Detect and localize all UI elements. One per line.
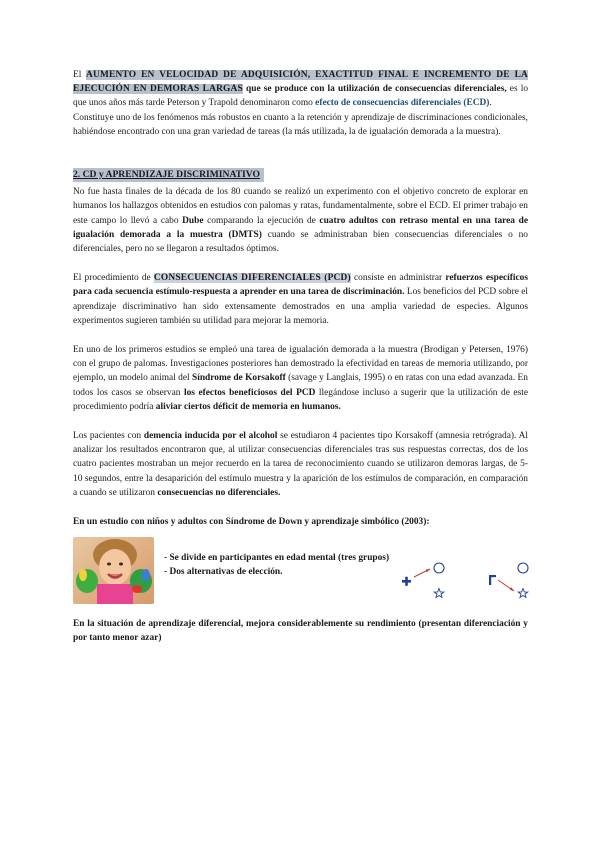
list-item: - Se divide en participantes en edad mental (tres grupos) xyxy=(164,553,390,564)
list-item: - Dos alternativas de elección. xyxy=(164,567,283,578)
paragraph-pcd: El procedimiento de CONSECUENCIAS DIFERENCIALES (PCD) consiste en administrar refuerzos específicos para cada secuencia estímulo-respuesta a aprender en una tarea de discriminación. Los beneficios del PCD sobre el aprendizaje discriminativo han sido extensamente demostrados en una amplia variedad de especies. Algunos experimentos sugieren también su utilidad para mejorar la memoria. xyxy=(73,273,529,326)
highlighted-title: AUMENTO EN VELOCIDAD DE ADQUISICIÓN, EXACTITUD FINAL E INCREMENTO DE LA EJECUCIÓN EN DEMORAS LARGAS xyxy=(73,70,528,95)
child-photo xyxy=(73,537,154,604)
circle-comparison-icon xyxy=(518,563,528,573)
pcd-term: CONSECUENCIAS DIFERENCIALES (PCD) xyxy=(153,273,351,284)
paragraph-alcohol: Los pacientes con demencia inducida por el alcohol se estudiaron 4 pacientes tipo Korsakoff (amnesia retrógrada). Al analizar los resultados encontraron que, al utilizar consecuencias diferenciales tras sus respuestas correctas, dos de los cuatro pacientes mostraban un mejor recuerdo en la tarea de reconocimiento cuando se utilizaron demoras largas, de 5-10 segundos, entre la desaparición del estímulo muestra y la aparición de los estímulos de comparación, en comparación a cuando se utilizaron consecuencias no diferenciales. xyxy=(73,431,528,498)
section-heading-2: 2. CD y APRENDIZAJE DISCRIMINATIVO xyxy=(73,168,528,182)
study-details-list xyxy=(164,551,394,579)
star-comparison-icon xyxy=(434,589,444,598)
gamma-sample-icon xyxy=(489,575,496,585)
paragraph-robust: Constituye uno de los fenómenos más robustos en cuanto a la retención y aprendizaje de discriminaciones condicionales, habiéndose encontrado con una gran variedad de tareas (la más utilizada, la de igualación demorada a la muestra). xyxy=(73,112,528,137)
paragraph-brodigan: En uno de los primeros estudios se empleó una tarea de igualación demorada a la muestra (Brodigan y Petersen, 1976) con el grupo de palomas. Investigaciones posteriores han demostrado la efectividad en tareas de memoria utilizando, por ejemplo, un modelo animal del Síndrome de Korsakoff (savage y Langlais, 1995) o en ratas con una edad avanzada. En todos los casos se observan los efectos beneficiosos del PCD llegándose incluso a sugerir que la utilización de este procedimiento podría aliviar ciertos déficit de memoria en humanos. xyxy=(73,345,528,412)
paragraph-ecd: El AUMENTO EN VELOCIDAD DE ADQUISICIÓN, EXACTITUD FINAL E INCREMENTO DE LA EJECUCIÓN EN DEMORAS LARGAS que se produce con la utilización de consecuencias diferenciales, es lo que unos años más tarde Peterson y Trapold denominaron como efecto de consecuencias diferenciales (ECD). xyxy=(73,70,529,109)
star-comparison-icon xyxy=(518,589,528,598)
study-illustration-row xyxy=(73,535,528,607)
paragraph-dube: No fue hasta finales de la década de los 80 cuando se realizó un experimento con el objetivo concreto de explorar en humanos los hallazgos obtenidos en estudios con palomas y ratas, fundamentalmente, sobre el ECD. El primer trabajo en este campo lo llevó a cabo Dube comparando la ejecución de cuatro adultos con retraso mental en una tarea de igualación demorada a la muestra (DMTS) cuando se administraban bien consecuencias diferenciales o no diferenciales, pero no se llegaron a resultados óptimos. xyxy=(73,187,528,255)
circle-comparison-icon xyxy=(434,563,444,573)
document-page xyxy=(73,68,528,646)
paragraph-conclusion: En la situación de aprendizaje diferencial, mejora considerablemente su rendimiento (presentan diferenciación y por tanto menor azar) xyxy=(73,619,528,644)
plus-sample-icon xyxy=(402,577,411,586)
ecd-term: efecto de consecuencias diferenciales (ECD) xyxy=(315,98,490,109)
paragraph-down-study: En un estudio con niños y adultos con Síndrome de Down y aprendizaje simbólico (2003): xyxy=(73,517,430,528)
symbol-matching-diagram xyxy=(391,547,541,607)
